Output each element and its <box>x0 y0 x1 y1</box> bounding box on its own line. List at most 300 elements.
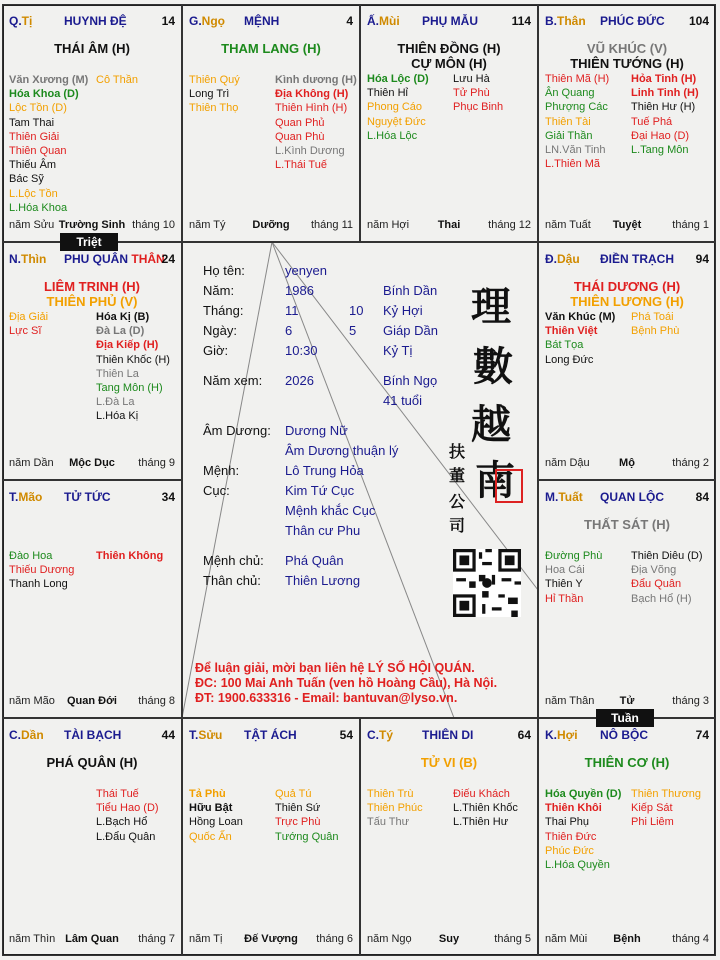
footer-month: tháng 5 <box>494 933 531 945</box>
nam-xem-label: Năm xem: <box>203 373 263 388</box>
chi-label: Dậu <box>557 252 580 266</box>
palace-name <box>244 14 279 28</box>
palace-name <box>600 728 648 742</box>
minor-star: Hóa Lộc (D) <box>367 73 429 85</box>
palace-footer <box>9 457 175 471</box>
minor-star: Thiên Thọ <box>189 102 239 115</box>
main-star: THAM LANG (H) <box>221 41 321 56</box>
small-calligraphy-3: 公 <box>449 492 466 511</box>
am-duong-note: Âm Dương thuận lý <box>285 443 399 458</box>
minor-star: Tả Phù <box>189 788 226 800</box>
stars-right <box>631 787 701 830</box>
gio-can-chi: Kỷ Tị <box>383 343 413 358</box>
minor-star: Đà La (D) <box>96 325 145 338</box>
minor-star: Thiên Việt <box>545 325 598 338</box>
chi-label: Dần <box>21 728 44 742</box>
am-duong-value: Dương Nữ <box>285 423 348 438</box>
palace-cell-qti[interactable] <box>2 4 182 242</box>
footer-month: tháng 8 <box>138 695 175 707</box>
stars-left <box>545 310 615 367</box>
palace-footer <box>189 219 353 233</box>
minor-star: Tướng Quân <box>275 830 339 843</box>
minor-star: Văn Khúc (M) <box>545 311 616 323</box>
chi-label: Ngọ <box>201 14 225 28</box>
stars-left <box>9 73 88 215</box>
ngay-label: Ngày: <box>203 323 237 338</box>
footer-year: năm Sửu <box>9 219 55 231</box>
calligraphy-char-2: 數 <box>473 343 513 390</box>
footer-stage: Bệnh <box>613 933 641 945</box>
palace-title: TẬT ÁCH <box>244 728 297 742</box>
dai-han-number: 14 <box>161 14 175 28</box>
calligraphy-char-4: 南 <box>475 457 515 504</box>
footer-month: tháng 10 <box>132 219 175 231</box>
footer-year: năm Dậu <box>545 457 590 469</box>
can-label: T. <box>9 490 19 504</box>
palace-header <box>367 728 531 744</box>
minor-star: Bệnh Phù <box>631 325 680 338</box>
minor-star: Tuế Phá <box>631 115 673 128</box>
minor-star: Thiên Y <box>545 578 583 591</box>
palace-footer <box>545 457 709 471</box>
stars-right <box>96 310 170 424</box>
minor-star: L.Đẩu Quân <box>96 830 156 843</box>
stars-left <box>545 787 621 872</box>
footer-stage: Tử <box>619 695 635 707</box>
dai-han-number: 44 <box>161 728 175 742</box>
small-calligraphy-2: 董 <box>449 466 466 485</box>
minor-star: Thai Phụ <box>545 816 590 829</box>
stars-right <box>275 787 339 844</box>
minor-star: Thiên Khôi <box>545 802 602 815</box>
menh-value: Lô Trung Hỏa <box>285 463 364 478</box>
birth-info <box>203 261 438 591</box>
palace-cell-cdan[interactable] <box>2 718 182 956</box>
palace-cell-khoi[interactable] <box>538 718 716 956</box>
palace-cell-mtuat[interactable] <box>538 480 716 718</box>
minor-star: L.Hóa Lộc <box>367 129 418 142</box>
can-label: N. <box>9 252 21 266</box>
palace-footer <box>189 933 353 947</box>
minor-star: Quan Phủ <box>275 116 325 129</box>
minor-star: Tam Thai <box>9 116 55 129</box>
ngay-am-value: 5 <box>349 323 357 338</box>
minor-star: Tiểu Hao (D) <box>96 802 159 815</box>
minor-star: Hỏa Tinh (H) <box>631 73 697 85</box>
footer-stage: Dưỡng <box>252 219 290 231</box>
dai-han-number: 64 <box>517 728 531 742</box>
chi-label: Hợi <box>557 728 578 742</box>
nam-xem-value: 2026 <box>285 373 314 388</box>
calligraphy-char-1: 理 <box>471 283 511 330</box>
minor-star: Thiên La <box>96 367 139 380</box>
minor-star: Long Đức <box>545 353 594 366</box>
palace-cell-bthan[interactable] <box>538 4 716 242</box>
chi-label: Tị <box>21 14 33 28</box>
nam-value: 1986 <box>285 283 314 298</box>
footer-year: năm Mùi <box>545 933 588 945</box>
minor-star: L.Thiên Khốc <box>453 802 518 815</box>
palace-header <box>9 14 175 30</box>
chi-label: Mùi <box>379 14 400 28</box>
minor-star: Địa Không (H) <box>275 88 349 101</box>
minor-star: Thiên Không <box>96 550 164 562</box>
footer-year: năm Dần <box>9 457 54 469</box>
minor-star: L.Thiên Hư <box>453 816 509 829</box>
footer-stage: Trường Sinh <box>58 219 126 231</box>
footer-stage: Đế Vượng <box>244 933 298 945</box>
footer-year: năm Thân <box>545 695 595 707</box>
nam-xem-can-chi: Bính Ngọ <box>383 373 438 388</box>
minor-star: L.Tang Môn <box>631 143 689 156</box>
stars-right <box>275 73 357 172</box>
palace-footer <box>367 933 531 947</box>
chi-label: Mão <box>18 490 43 504</box>
palace-name <box>64 728 121 742</box>
minor-star: Thiên Giải <box>9 130 60 143</box>
palace-header <box>545 252 709 268</box>
stars-right <box>96 787 159 844</box>
menh-chu-label: Mệnh chủ: <box>203 553 264 568</box>
footer-month: tháng 4 <box>672 933 709 945</box>
minor-star: Quan Phù <box>275 130 325 143</box>
minor-star: L.Thái Tuế <box>275 159 327 172</box>
minor-star: Bát Tọa <box>545 339 584 352</box>
palace-header <box>367 14 531 30</box>
stars-left <box>9 549 74 592</box>
minor-star: Địa Kiếp (H) <box>96 339 159 352</box>
minor-star: L.Thiên Mã <box>545 158 601 171</box>
am-duong-label: Âm Dương: <box>203 423 271 438</box>
minor-star: Phượng Các <box>545 101 608 114</box>
minor-star: Hóa Quyền (D) <box>545 788 622 800</box>
minor-star: Phúc Đức <box>545 844 594 857</box>
cuc-note: Mệnh khắc Cục <box>285 503 376 518</box>
minor-star: Địa Võng <box>631 564 677 577</box>
footer-month: tháng 6 <box>316 933 353 945</box>
main-star: THIÊN ĐỒNG (H) <box>397 41 501 56</box>
than-chu-label: Thân chủ: <box>203 573 261 588</box>
palace-title: NÔ BỘC <box>600 728 648 742</box>
minor-star: Đẩu Quân <box>631 578 682 591</box>
can-label: G. <box>189 14 202 28</box>
main-star: LIÊM TRINH (H) <box>43 279 141 294</box>
dai-han-number: 94 <box>695 252 709 266</box>
minor-star: Thiên Quý <box>189 74 240 86</box>
minor-star: Lực Sĩ <box>9 325 42 338</box>
palace-header <box>545 728 709 744</box>
footer-month: tháng 1 <box>672 219 709 231</box>
minor-star: Quả Tú <box>275 788 312 800</box>
minor-star: Bác Sỹ <box>9 173 44 186</box>
footer-month: tháng 7 <box>138 933 175 945</box>
palace-footer <box>9 933 175 947</box>
minor-star: Phi Liêm <box>631 816 674 829</box>
minor-star: Thiên Sứ <box>275 802 321 815</box>
dai-han-number: 74 <box>695 728 709 742</box>
stars-left <box>545 72 609 171</box>
palace-cell-amui[interactable] <box>360 4 538 242</box>
thang-label: Tháng: <box>203 303 244 318</box>
minor-star: Trực Phù <box>275 816 321 829</box>
minor-star: Thiên Quan <box>9 144 67 157</box>
dai-han-number: 34 <box>161 490 175 504</box>
minor-star: Thiên Hình (H) <box>275 102 348 115</box>
can-label: K. <box>545 728 557 742</box>
palace-header <box>545 490 709 506</box>
minor-star: Thiên Đức <box>545 830 597 843</box>
minor-star: Lưu Hà <box>453 73 490 85</box>
palace-cell-nthin[interactable] <box>2 242 182 480</box>
palace-header <box>545 14 709 30</box>
palace-name <box>600 490 664 504</box>
can-label: Ấ. <box>367 14 379 28</box>
minor-star: Điếu Khách <box>453 788 510 800</box>
minor-star: Tấu Thư <box>367 816 410 829</box>
minor-star: Thiên Hư (H) <box>631 101 696 114</box>
palace-title: MỆNH <box>244 14 280 28</box>
main-star: THÁI DƯƠNG (H) <box>573 279 681 294</box>
main-star: THIÊN CƠ (H) <box>584 755 670 770</box>
can-label: C. <box>367 728 379 742</box>
minor-star: Hóa Khoa (D) <box>9 88 79 101</box>
can-label: T. <box>189 728 199 742</box>
palace-name <box>64 490 111 504</box>
dai-han-number: 24 <box>161 252 175 266</box>
palace-title: QUAN LỘC <box>600 490 664 504</box>
footer-year: năm Thìn <box>9 933 56 945</box>
chi-label: Thìn <box>21 252 47 266</box>
gio-value: 10:30 <box>285 343 318 358</box>
minor-star: Kiếp Sát <box>631 802 673 815</box>
can-label: C. <box>9 728 21 742</box>
contact-line-2: ĐC: 100 Mai Anh Tuấn (ven hồ Hoàng Cầu), Hà Nội. <box>195 676 498 690</box>
footer-year: năm Hợi <box>367 219 410 231</box>
minor-star: Hoa Cái <box>545 564 585 577</box>
tuan-tag: Tuần <box>596 709 654 727</box>
stars-right <box>453 787 518 830</box>
chi-label: Thân <box>557 14 586 28</box>
thang-can-chi: Kỷ Hợi <box>383 303 423 318</box>
can-label: Đ. <box>545 252 557 266</box>
minor-star: Thiên Tài <box>545 115 591 128</box>
minor-star: Thanh Long <box>9 578 68 591</box>
palace-footer <box>545 933 709 947</box>
footer-month: tháng 11 <box>310 219 353 231</box>
minor-star: Đường Phù <box>545 550 603 562</box>
cuc-label: Cục: <box>203 483 230 498</box>
minor-star: Thiên Diêu (D) <box>631 550 703 562</box>
can-label: B. <box>545 14 557 28</box>
palace-footer <box>9 695 175 709</box>
footer-stage: Tuyệt <box>612 219 642 231</box>
palace-name <box>64 14 127 28</box>
palace-cell-cty[interactable] <box>360 718 538 956</box>
footer-stage: Lâm Quan <box>65 933 119 945</box>
minor-star: L.Hóa Khoa <box>9 201 68 214</box>
stars-right <box>453 72 503 115</box>
minor-star: Hồng Loan <box>189 816 243 829</box>
palace-header <box>9 252 175 268</box>
menh-chu-value: Phá Quân <box>285 553 344 568</box>
minor-star: L.Hóa Kị <box>96 410 139 423</box>
footer-month: tháng 2 <box>672 457 709 469</box>
dai-han-number: 84 <box>695 490 709 504</box>
minor-star: Quốc Ấn <box>189 830 232 843</box>
palace-cell-tmao[interactable] <box>2 480 182 718</box>
menh-label: Mệnh: <box>203 463 240 478</box>
can-label: Q. <box>9 14 22 28</box>
stars-left <box>189 73 240 116</box>
stars-right <box>631 310 679 338</box>
center-info-panel <box>182 242 538 718</box>
footer-year: năm Mão <box>9 695 55 707</box>
stars-left <box>545 549 602 606</box>
palace-name <box>422 14 478 28</box>
minor-star: Thiếu Dương <box>9 564 75 577</box>
cuc-value: Kim Tứ Cục <box>285 483 355 498</box>
minor-star: L.Đà La <box>96 396 135 409</box>
minor-star: Kình dương (H) <box>275 74 357 86</box>
palace-name <box>600 14 665 28</box>
minor-star: Nguyệt Đức <box>367 115 426 128</box>
main-star: THẤT SÁT (H) <box>584 517 670 532</box>
palace-header <box>9 490 175 506</box>
palace-name <box>600 252 674 266</box>
minor-star: Cô Thần <box>96 74 138 86</box>
dai-han-number: 114 <box>511 14 531 28</box>
stars-left <box>367 787 423 830</box>
palace-header <box>189 14 353 30</box>
stars-right <box>631 72 699 157</box>
palace-title: TÀI BẠCH <box>64 728 122 742</box>
minor-star: Đại Hao (D) <box>631 129 690 142</box>
minor-star: Linh Tinh (H) <box>631 87 699 100</box>
minor-star: Hữu Bật <box>189 802 233 815</box>
palace-footer <box>545 695 709 709</box>
contact-line-3: ĐT: 1900.633316 - Email: bantuvan@lyso.vn. <box>195 691 458 705</box>
contact-line-1: Để luận giải, mời bạn liên hệ LÝ SỐ HỘI QUÁN. <box>195 661 475 675</box>
minor-star: Thiên Khốc (H) <box>96 353 170 366</box>
ngay-value: 6 <box>285 323 293 338</box>
minor-star: L.Bạch Hổ <box>96 816 148 829</box>
footer-year: năm Ngọ <box>367 933 412 945</box>
calligraphy-char-3: 越 <box>471 401 511 448</box>
palace-title: ĐIỀN TRẠCH <box>600 252 674 266</box>
minor-star: Ân Quang <box>545 87 595 100</box>
palace-footer <box>367 219 531 233</box>
main-star: THÁI ÂM (H) <box>54 41 130 56</box>
minor-star: Long Trì <box>189 88 230 101</box>
palace-title: PHÚC ĐỨC <box>600 14 665 28</box>
than-cu-note: Thân cư Phu <box>285 523 361 538</box>
tuoi-value: 41 tuổi <box>383 393 423 408</box>
stars-right <box>631 549 703 606</box>
minor-star: LN.Văn Tinh <box>545 143 606 156</box>
minor-star: L.Hóa Quyền <box>545 858 610 871</box>
minor-star: Thiên Mã (H) <box>545 73 610 85</box>
minor-star: Bạch Hổ (H) <box>631 592 692 605</box>
footer-year: năm Tý <box>189 219 226 231</box>
minor-star: Thiên Thương <box>631 788 702 800</box>
minor-star: L.Kình Dương <box>275 144 345 157</box>
minor-star: Hỉ Thần <box>545 592 584 605</box>
minor-star: Văn Xương (M) <box>9 74 89 86</box>
main-star: CỰ MÔN (H) <box>411 56 487 71</box>
palace-name <box>422 728 473 742</box>
minor-star: Phong Cáo <box>367 101 423 114</box>
dai-han-number: 104 <box>688 14 709 28</box>
main-star: TỬ VI (B) <box>420 755 478 770</box>
footer-stage: Quan Đới <box>67 695 117 707</box>
ho-ten-label: Họ tên: <box>203 263 245 278</box>
palace-header <box>189 728 353 744</box>
footer-month: tháng 3 <box>672 695 709 707</box>
main-star: PHÁ QUÂN (H) <box>46 755 138 770</box>
dai-han-number: 4 <box>346 14 353 28</box>
stars-right <box>96 73 138 87</box>
palace-title: PHU QUÂN <box>64 252 129 266</box>
stars-left <box>189 787 243 844</box>
palace-footer <box>9 219 175 233</box>
chi-label: Tý <box>379 728 394 742</box>
ho-ten-value: yenyen <box>285 263 327 278</box>
small-calligraphy-1: 扶 <box>449 442 466 461</box>
minor-star: Hóa Kị (B) <box>96 311 150 323</box>
palace-header <box>9 728 175 744</box>
footer-month: tháng 12 <box>488 219 531 231</box>
minor-star: Tang Môn (H) <box>96 381 163 394</box>
main-star: THIÊN PHỦ (V) <box>46 294 138 309</box>
palace-cell-gngo[interactable] <box>182 4 360 242</box>
minor-star: Giải Thần <box>545 129 593 142</box>
minor-star: Đào Hoa <box>9 550 53 562</box>
chi-label: Tuất <box>558 490 583 504</box>
footer-year: năm Tị <box>189 933 223 945</box>
palace-title: PHỤ MẪU <box>422 14 478 28</box>
can-label: M. <box>545 490 559 504</box>
minor-star: Thiên Hỉ <box>367 87 408 100</box>
red-seal <box>495 469 523 503</box>
footer-stage: Thai <box>437 219 461 231</box>
main-star: THIÊN LƯƠNG (H) <box>570 294 684 309</box>
footer-stage: Mộc Dục <box>69 457 115 469</box>
palace-cell-ddau[interactable] <box>538 242 716 480</box>
qr-code-image[interactable] <box>453 549 521 617</box>
minor-star: L.Lộc Tồn <box>9 187 58 200</box>
stars-left <box>367 72 429 143</box>
minor-star: Phục Binh <box>453 101 504 114</box>
than-marker: THÂN <box>131 252 165 266</box>
nam-can-chi: Bính Dần <box>383 283 438 298</box>
nam-label: Năm: <box>203 283 235 298</box>
palace-name <box>244 728 297 742</box>
minor-star: Địa Giải <box>9 311 49 323</box>
footer-stage: Suy <box>438 933 460 945</box>
ngay-can-chi: Giáp Dần <box>383 323 438 338</box>
palace-title: TỬ TỨC <box>64 490 111 504</box>
thang-am-value: 10 <box>349 303 364 318</box>
thang-value: 11 <box>285 303 299 318</box>
footer-stage: Mộ <box>619 457 635 469</box>
than-chu-value: Thiên Lương <box>285 573 361 588</box>
main-star: THIÊN TƯỚNG (H) <box>570 56 684 71</box>
palace-title: HUYNH ĐỆ <box>64 14 127 28</box>
palace-name <box>64 252 165 266</box>
stars-right <box>96 549 163 563</box>
palace-cell-tsuu[interactable] <box>182 718 360 956</box>
small-calligraphy-4: 司 <box>449 516 466 535</box>
